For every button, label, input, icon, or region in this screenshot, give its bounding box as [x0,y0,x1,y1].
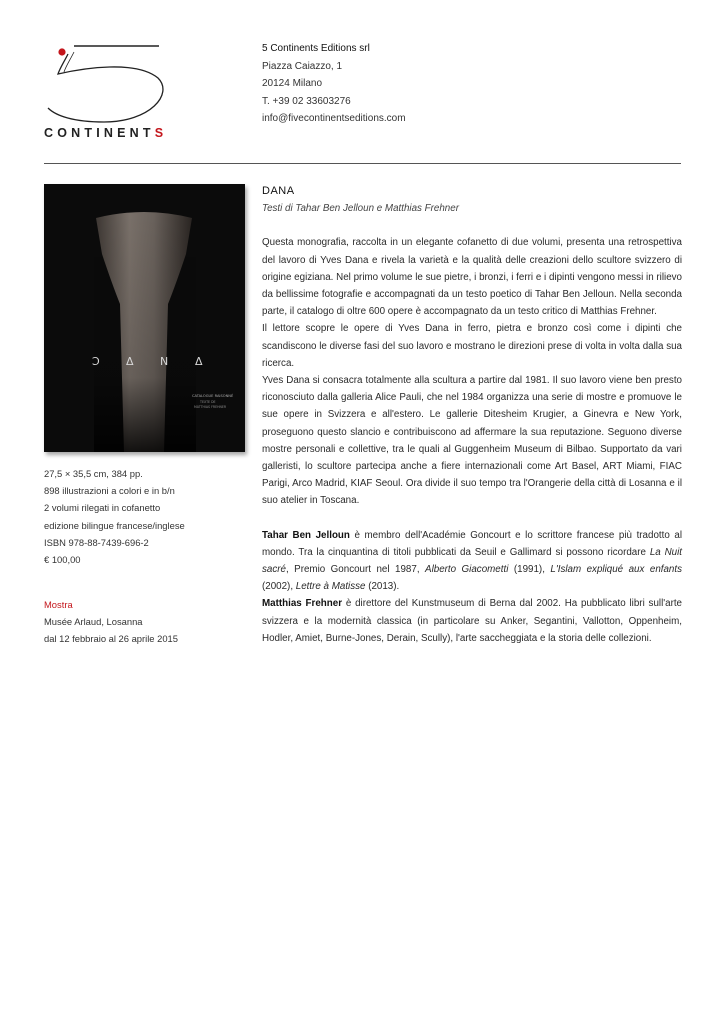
publisher-email[interactable]: info@fivecontinentseditions.com [262,113,406,124]
work-title: Alberto Giacometti [425,564,509,576]
author-bio-mf: Matthias Frehner è direttore del Kunstmuseum di Berna dal 2002. Ha pubblicato libri sull'arte svizzera e la modernità classica (in particolare su Anker, Segantini, Vallotton, Oppenheim, Hodler, Amiet, Burne-Jones, Derain, Scully), l'arte saccheggiata e la storia delle collezioni. [262,598,683,644]
logo-five-stroke [48,54,163,122]
work-title: La Nuit sacré [262,546,683,576]
spec-edition: edizione bilingue francese/inglese [44,519,185,531]
work-title: L'Islam expliqué aux enfants [550,564,683,576]
exhibition-venue: Musée Arlaud, Losanna [44,616,143,628]
book-specs [44,465,185,568]
cover-line-1: CATALOGUE RAISONNÉ [192,394,234,398]
exhibition-label: Mostra [44,599,73,610]
author-bio-tbj: Tahar Ben Jelloun è membro dell'Académie Goncourt e lo scrittore francese più tradotto al mondo. Tra la cinquantina di titoli pubblicati da Seuil e Gallimard si possono ricordare La Nuit sacré, Premio Goncourt nel 1987, Alberto Giacometti (1991), L'Islam expliqué aux enfants (2002), Lettre à Matisse (2013). [262,529,683,593]
paragraph-spacer [262,510,682,527]
spec-illustrations: 898 illustrazioni a colori e in b/n [44,485,175,497]
header-divider [44,163,681,164]
cover-glyph-2: Δ [126,355,134,368]
publisher-street: Piazza Caiazzo, 1 [262,60,343,72]
publisher-city: 20124 Milano [262,78,323,89]
logo-wordmark: CONTINENTS [44,126,168,140]
work-title: Lettre à Matisse [295,581,366,593]
description-paragraph-3: Yves Dana si consacra totalmente alla scultura a partire dal 1981. Il suo lavoro viene ben presto riconosciuto dalla galleria Alice Pauli, che nel 1984 organizza una serie di mostre e promuove le sue opere in Svizzera e all'estero. Le gallerie Ditesheim Krugier, a Ginevra e New York, proseguono questo slancio e contribuiscono ad affermare la sua reputazione. Seguono diverse mostre personali e collettive, tra le quali al Guggenheim Museum di Bilbao. Supportato da vari galleristi, lo scultore partecipa anche a fiere internazionali come Art Basel, ART Miami, FIAC Parigi, Arco Madrid, KIAF Seoul. Ora divide il suo tempo tra l'Orangerie della città di Losanna e il suo atelier in Toscana. [262,375,682,507]
book-description [262,183,682,647]
publisher-address [262,40,406,128]
exhibition-info [44,596,178,648]
description-paragraph-1: Questa monografia, raccolta in un elegante cofanetto di due volumi, presenta una retrospettiva del lavoro di Yves Dana e rivela la varietà e la qualità delle creazioni dello scultore svizzero di origine egiziana. Nel primo volume le sue pietre, i bronzi, i ferri e i dipinti vengono messi in rilievo da bellissime fotografie e accompagnati da un testo poetico di Tahar Ben Jelloun. Nella seconda parte, il catalogo di oltre 600 opere è accompagnato da un testo critico di Matthias Frehner. [262,237,682,318]
spec-isbn: ISBN 978-88-7439-696-2 [44,536,149,548]
description-paragraph-2: Il lettore scopre le opere di Yves Dana in ferro, pietra e bronzo così come i dipinti che scandiscono le diverse fasi del suo lavoro e mostrano le direzioni prese di volta in volta dalla sua ricerca. [262,323,682,369]
book-title: DANA [262,185,295,197]
logo-red-dot-icon [58,48,65,55]
spec-price: € 100,00 [44,554,81,566]
cover-line-3: MATTHIAS FREHNER [194,405,227,409]
logo-five-inner-stroke [64,52,74,72]
cover-glyph-1: Ͻ [92,355,100,368]
spec-format: 27,5 × 35,5 cm, 384 pp. [44,468,143,479]
spec-volumes: 2 volumi rilegati in cofanetto [44,502,161,514]
author-name-mf: Matthias Frehner [262,598,343,610]
publisher-name: 5 Continents Editions srl [262,43,370,54]
publisher-phone: T. +39 02 33603276 [262,95,351,107]
author-name-tbj: Tahar Ben Jelloun [262,529,350,541]
book-cover-image [44,184,245,452]
cover-glyph-3: Ν [160,355,169,368]
book-subtitle: Testi di Tahar Ben Jelloun e Matthias Frehner [262,203,459,215]
exhibition-dates: dal 12 febbraio al 26 aprile 2015 [44,633,178,645]
cover-line-2: TEXTE DE [200,400,216,404]
cover-glyph-4: Δ [195,355,203,368]
